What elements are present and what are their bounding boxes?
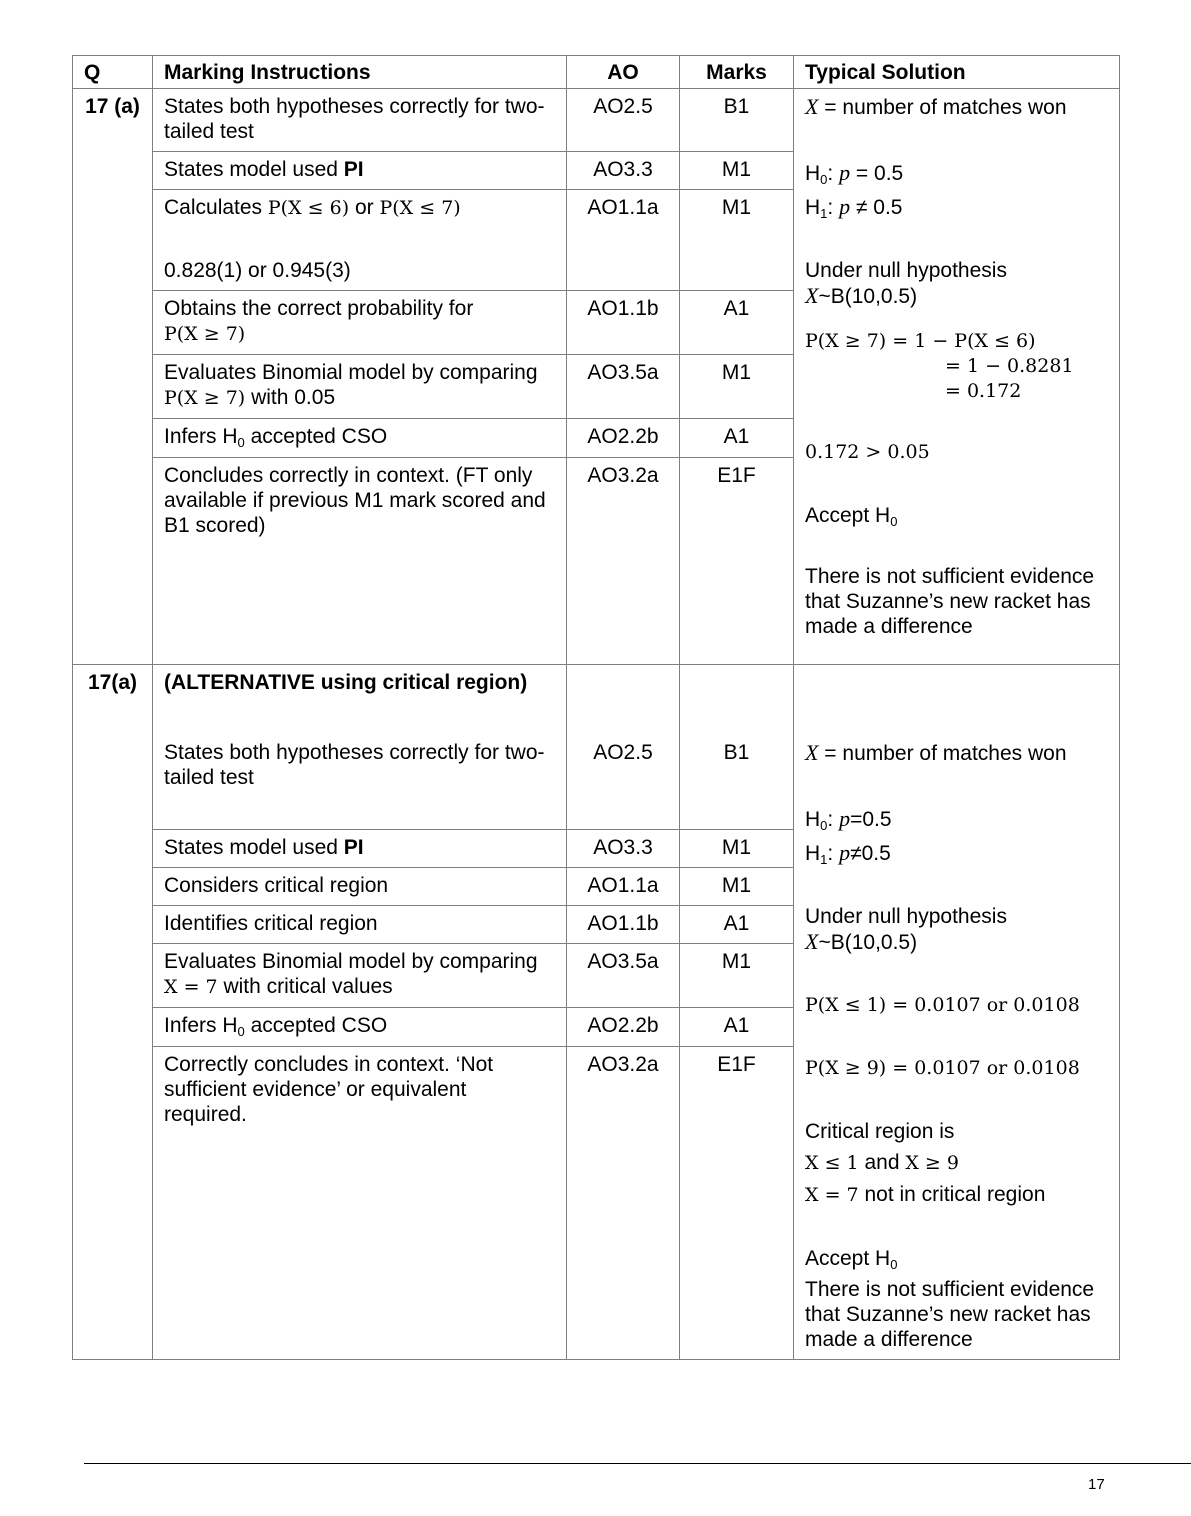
- solution-h0: $H_0$: p=0.5: [805, 806, 892, 833]
- solution-distribution: X~B(10,0.5): [805, 283, 918, 308]
- mark-code: M1: [680, 830, 794, 868]
- header-marks: Marks: [680, 56, 794, 89]
- solution-x-definition: X = number of matches won: [805, 94, 1067, 119]
- ao-code: AO1.1a: [567, 868, 680, 906]
- solution-under-null: Under null hypothesis: [805, 905, 1007, 928]
- marking-instruction: States both hypotheses correctly for two-tailed test: [153, 89, 567, 152]
- question-number: 17(a): [73, 665, 153, 1360]
- marking-instruction: Concludes correctly in context. (FT only available if previous M1 mark scored and B1 scored): [153, 458, 567, 665]
- marking-instruction: Calculates P(X ≤ 6) or P(X ≤ 7) 0.828(1) or 0.945(3): [153, 190, 567, 291]
- solution-prob-lower: P(X ≤ 1) = 0.0107 or 0.0108: [805, 994, 1080, 1016]
- mark-code: M1: [680, 868, 794, 906]
- solution-compare: 0.172 > 0.05: [805, 441, 930, 463]
- solution-critical-region: X ≤ 1 and X ≥ 9: [805, 1151, 959, 1174]
- solution-conclusion: There is not sufficient evidence that Suzanne’s new racket has made a difference: [805, 565, 1095, 638]
- solution-x-definition: X = number of matches won: [805, 740, 1067, 765]
- ao-code: AO3.5a: [567, 355, 680, 419]
- ao-code: AO3.2a: [567, 458, 680, 665]
- ao-code: AO1.1b: [567, 291, 680, 355]
- ao-code: AO2.5: [567, 89, 680, 152]
- solution-prob-upper: P(X ≥ 9) = 0.0107 or 0.0108: [805, 1057, 1080, 1079]
- ao-code: AO3.3: [567, 830, 680, 868]
- solution-under-null: Under null hypothesis: [805, 259, 1007, 282]
- ao-code: AO2.2b: [567, 1008, 680, 1047]
- mark-scheme-table: [72, 55, 1120, 1360]
- mark-code: A1: [680, 419, 794, 458]
- solution-conclusion: There is not sufficient evidence that Suzanne’s new racket has made a difference: [805, 1278, 1095, 1351]
- solution-distribution: X~B(10,0.5): [805, 929, 918, 954]
- header-ao: AO: [567, 56, 680, 89]
- solution-critical-region-label: Critical region is: [805, 1120, 955, 1143]
- mark-code: A1: [680, 906, 794, 944]
- footer-divider: [84, 1463, 1191, 1464]
- marking-instruction: (ALTERNATIVE using critical region) States both hypotheses correctly for two-tailed test: [153, 665, 567, 830]
- ao-code: AO1.1a: [567, 190, 680, 291]
- solution-h1: $H_1$: p≠0.5: [805, 840, 891, 867]
- typical-solution: [794, 89, 1120, 665]
- header-marking-instructions: Marking Instructions: [153, 56, 567, 89]
- marking-instruction: Evaluates Binomial model by comparing X = 7 with critical values: [153, 944, 567, 1008]
- mark-code: B1: [680, 89, 794, 152]
- ao-code: AO2.2b: [567, 419, 680, 458]
- header-typical-solution: Typical Solution: [794, 56, 1120, 89]
- marking-instruction: Infers $H_0$ accepted CSO: [153, 1008, 567, 1047]
- mark-code: E1F: [680, 458, 794, 665]
- ao-code: AO3.3: [567, 152, 680, 190]
- mark-code: B1: [680, 665, 794, 830]
- marking-instruction: States model used PI: [153, 830, 567, 868]
- mark-code: E1F: [680, 1047, 794, 1360]
- marking-instruction: Correctly concludes in context. ‘Not sufficient evidence’ or equivalent required.: [153, 1047, 567, 1360]
- table-row: [73, 89, 1120, 152]
- marking-instruction: Identifies critical region: [153, 906, 567, 944]
- mark-code: A1: [680, 1008, 794, 1047]
- ao-code: AO3.5a: [567, 944, 680, 1008]
- page-number: 17: [1088, 1476, 1105, 1493]
- solution-accept: Accept $H_0$: [805, 504, 898, 529]
- solution-x7: X = 7 not in critical region: [805, 1183, 1046, 1206]
- question-number: 17 (a): [73, 89, 153, 665]
- mark-code: M1: [680, 944, 794, 1008]
- solution-h1: $H_1$: p ≠ 0.5: [805, 194, 903, 221]
- solution-h0: $H_0$: p = 0.5: [805, 160, 904, 187]
- typical-solution: [794, 665, 1120, 1360]
- ao-code: AO2.5: [567, 665, 680, 830]
- solution-accept: Accept $H_0$: [805, 1247, 898, 1272]
- marking-instruction: States model used PI: [153, 152, 567, 190]
- marking-instruction: Infers $H_0$ accepted CSO: [153, 419, 567, 458]
- header-q: Q: [73, 56, 153, 89]
- mark-code: M1: [680, 152, 794, 190]
- ao-code: AO1.1b: [567, 906, 680, 944]
- mark-code: M1: [680, 190, 794, 291]
- marking-instruction: Evaluates Binomial model by comparing P(X ≥ 7) with 0.05: [153, 355, 567, 419]
- marking-instruction: Obtains the correct probability for P(X ≥ 7): [153, 291, 567, 355]
- marking-instruction: Considers critical region: [153, 868, 567, 906]
- ao-code: AO3.2a: [567, 1047, 680, 1360]
- mark-code: M1: [680, 355, 794, 419]
- mark-code: A1: [680, 291, 794, 355]
- solution-calculation: P(X ≥ 7) = 1 − P(X ≤ 6) = 1 − 0.8281 = 0.172: [805, 330, 1074, 402]
- header-row: [73, 56, 1120, 89]
- table-row: [73, 665, 1120, 830]
